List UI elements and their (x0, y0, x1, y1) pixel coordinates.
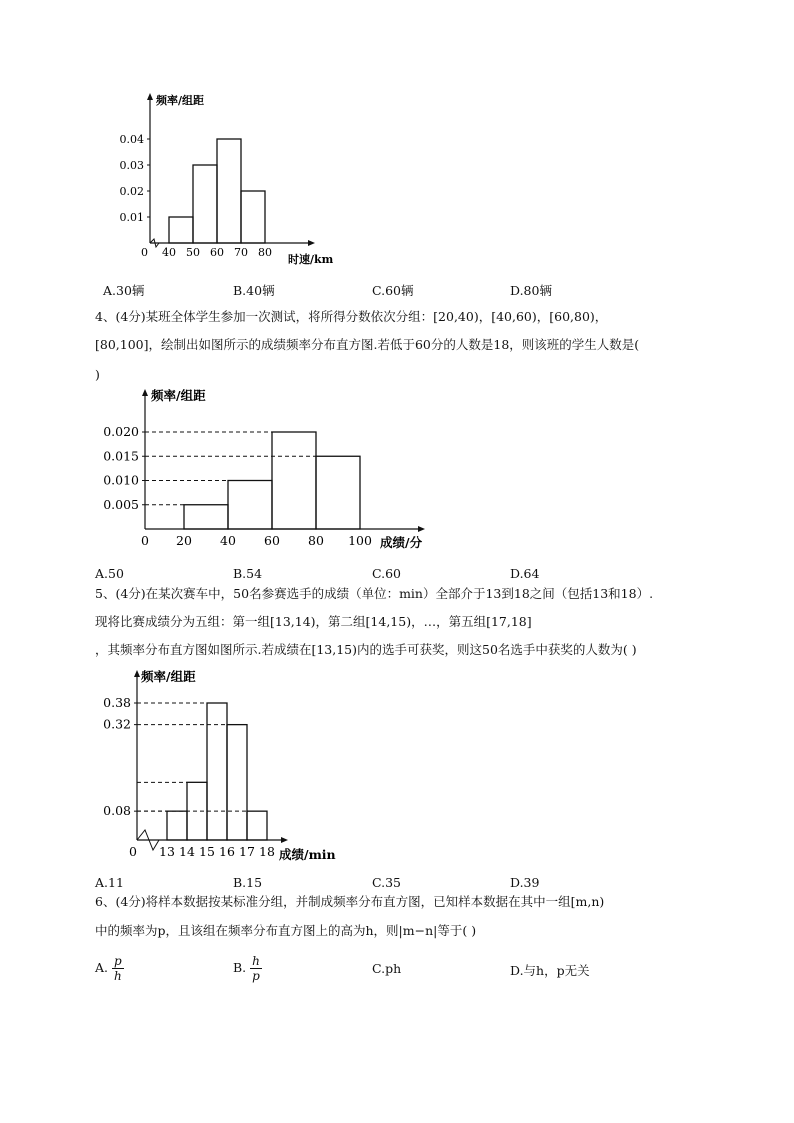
q6-stem-line2: 中的频率为p，且该组在频率分布直方图上的高为h，则|m−n|等于( ) (95, 923, 477, 938)
y-tick-label: 0.02 (120, 185, 144, 198)
q3-option-d[interactable]: D.80辆 (510, 283, 552, 298)
x-tick-label: 20 (176, 533, 192, 548)
q5-histogram (95, 665, 355, 865)
histogram-bar (184, 505, 228, 529)
q4-option-c[interactable]: C.60 (372, 566, 401, 581)
x-tick-label: 16 (219, 844, 235, 859)
x-tick-label: 70 (234, 246, 248, 259)
y-axis-label: 频率/组距 (156, 94, 205, 107)
q4-option-a[interactable]: A.50 (95, 566, 124, 581)
q3-option-b[interactable]: B.40辆 (233, 283, 275, 298)
x-axis-label: 时速/km (288, 253, 334, 266)
q5-option-c[interactable]: C.35 (372, 875, 401, 890)
q3-option-c[interactable]: C.60辆 (372, 283, 414, 298)
q6-option-b[interactable] (233, 954, 262, 983)
y-axis-arrow (147, 93, 153, 100)
y-axis-arrow (134, 670, 140, 677)
y-axis-label: 频率/组距 (151, 388, 206, 403)
x-tick-label: 60 (210, 246, 224, 259)
y-axis-label: 频率/组距 (141, 669, 196, 684)
y-tick-label: 0.04 (120, 133, 144, 146)
q6-option-a-fraction (112, 954, 124, 983)
x-tick-label: 100 (348, 533, 372, 548)
histogram-bar (167, 811, 187, 840)
x-axis-arrow (308, 240, 315, 246)
x-tick-label: 50 (186, 246, 200, 259)
q5-stem-line3: ，其频率分布直方图如图所示.若成绩在[13,15)内的选手可获奖，则这50名选手中获奖的人数为( ) (95, 642, 637, 657)
origin-label: 0 (141, 533, 149, 548)
x-tick-label: 80 (308, 533, 324, 548)
y-tick-label: 0.015 (103, 448, 139, 464)
histogram-bar (169, 217, 193, 243)
histogram-bar (193, 165, 217, 243)
y-tick-label: 0.010 (103, 472, 139, 488)
histogram-bar (207, 703, 227, 840)
histogram-bar (247, 811, 267, 840)
origin-label: 0 (129, 844, 137, 859)
q6-option-b-numerator: h (252, 954, 260, 968)
histogram-bar (272, 432, 316, 529)
y-tick-label: 0.01 (120, 211, 144, 224)
histogram-bar (227, 725, 247, 840)
y-tick-label: 0.020 (103, 424, 139, 439)
q4-histogram (95, 388, 455, 558)
q5-stem-line1: 5、(4分)在某次赛车中，50名参赛选手的成绩（单位：min）全部介于13到18之间（包括13和18）. (95, 586, 654, 601)
q4-option-b[interactable]: B.54 (233, 566, 263, 581)
q6-option-b-fraction (250, 954, 262, 983)
x-axis-arrow (281, 837, 288, 843)
origin-label: 0 (141, 246, 148, 259)
x-axis-arrow (418, 526, 425, 532)
q4-stem-line2: [80,100]，绘制出如图所示的成绩频率分布直方图.若低于60分的人数是18，则该班的学生人数是( (95, 337, 640, 352)
q3-histogram (120, 92, 360, 270)
x-tick-label: 15 (199, 844, 215, 859)
q6-option-c[interactable]: C.ph (372, 961, 402, 976)
q6-option-b-prefix: B. (233, 960, 247, 975)
q6-stem-line1: 6、(4分)将样本数据按某标准分组，并制成频率分布直方图，已知样本数据在其中一组[m,n) (95, 894, 605, 909)
q6-option-a-numerator: p (114, 954, 122, 968)
q4-stem-line3: ) (95, 367, 100, 382)
histogram-bar (316, 456, 360, 529)
q4-stem-line1: 4、(4分)某班全体学生参加一次测试，将所得分数依次分组：[20,40)，[40,60)，[60,80)， (95, 309, 608, 324)
x-tick-label: 18 (259, 844, 275, 859)
q5-option-b[interactable]: B.15 (233, 875, 263, 890)
y-tick-label: 0.005 (103, 496, 139, 512)
y-tick-label: 0.38 (103, 695, 131, 710)
x-tick-label: 40 (220, 533, 236, 548)
q6-option-a-denominator: h (113, 969, 122, 983)
q6-option-b-denominator: p (252, 969, 260, 983)
q5-stem-line2: 现将比赛成绩分为五组：第一组[13,14)，第二组[14,15)，…，第五组[17,18] (95, 614, 532, 629)
histogram-bar (217, 139, 241, 243)
q6-option-d[interactable]: D.与h，p无关 (510, 963, 590, 978)
x-tick-label: 17 (239, 844, 255, 859)
q6-option-a-prefix: A. (95, 960, 109, 975)
histogram-bar (228, 481, 272, 530)
q3-option-a[interactable]: A.30辆 (103, 283, 145, 298)
q6-option-a[interactable] (95, 954, 124, 983)
x-tick-label: 14 (179, 844, 195, 859)
q5-option-d[interactable]: D.39 (510, 875, 540, 890)
x-tick-label: 40 (162, 246, 176, 259)
x-axis-label: 成绩/分 (380, 535, 423, 550)
q4-option-d[interactable]: D.64 (510, 566, 540, 581)
x-tick-label: 13 (159, 844, 175, 859)
x-tick-label: 60 (264, 533, 280, 548)
y-tick-label: 0.03 (120, 159, 144, 172)
x-tick-label: 80 (258, 246, 272, 259)
y-tick-label: 0.32 (103, 716, 131, 732)
q5-option-a[interactable]: A.11 (95, 875, 124, 890)
y-axis-arrow (142, 389, 148, 396)
histogram-bar (241, 191, 265, 243)
y-tick-label: 0.08 (103, 803, 131, 819)
x-axis-label: 成绩/min (279, 847, 336, 862)
